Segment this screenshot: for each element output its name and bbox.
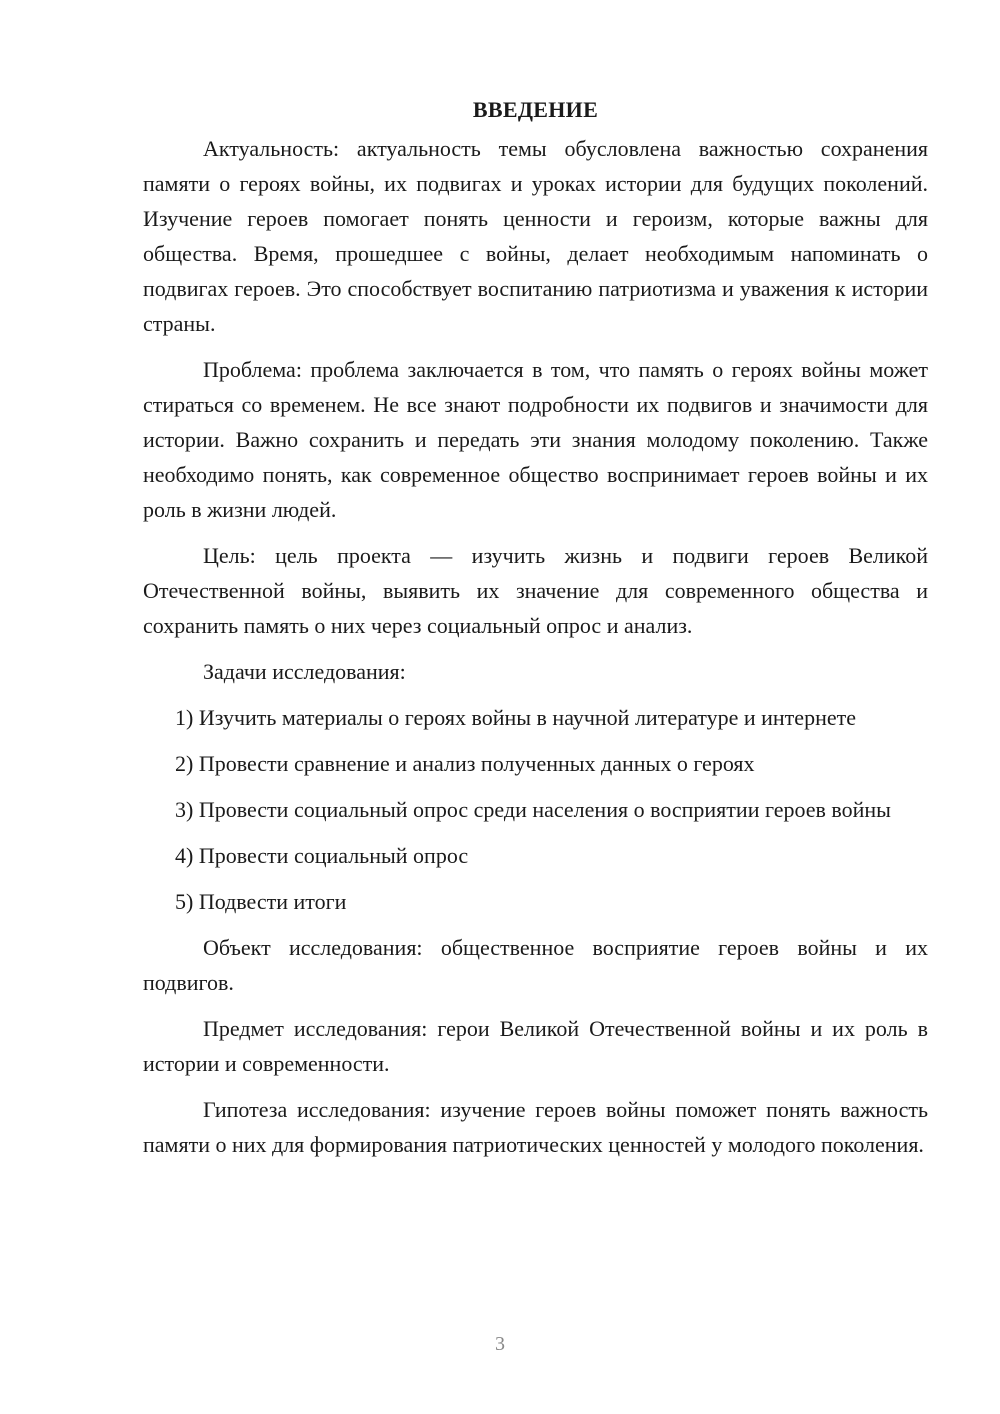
tasks-list (143, 700, 928, 919)
paragraph-subject: Предмет исследования: герои Великой Отечественной войны и их роль в истории и современности. (143, 1016, 928, 1076)
list-item: 4) Провести социальный опрос (175, 843, 469, 868)
paragraph-problem: Проблема: проблема заключается в том, что память о героях войны может стираться со временем. Не все знают подробности их подвигов и значимости для истории. Важно сохранить и передать эти знания молодому поколению. Также необходимо понять, как современное общество воспринимает героев войны и их роль в жизни людей. (143, 357, 928, 522)
page-number: 3 (495, 1333, 505, 1355)
paragraph-hypothesis: Гипотеза исследования: изучение героев войны поможет понять важность памяти о них для формирования патриотических ценностей у молодого поколения. (143, 1097, 928, 1157)
paragraph-object: Объект исследования: общественное восприятие героев войны и их подвигов. (143, 935, 928, 995)
document-page (143, 95, 928, 1173)
page-title: ВВЕДЕНИЕ (472, 97, 599, 122)
list-item: 5) Подвести итоги (175, 889, 347, 914)
list-item: 1) Изучить материалы о героях войны в научной литературе и интернете (175, 705, 856, 730)
list-item: 2) Провести сравнение и анализ полученных данных о героях (175, 751, 755, 776)
paragraph-goal: Цель: цель проекта — изучить жизнь и подвиги героев Великой Отечественной войны, выявить их значение для современного общества и сохранить память о них через социальный опрос и анализ. (143, 543, 928, 638)
paragraph-relevance: Актуальность: актуальность темы обусловлена важностью сохранения памяти о героях войны, их подвигах и уроках истории для будущих поколений. Изучение героев помогает понять ценности и героизм, которые важны для общества. Время, прошедшее с войны, делает необходимым напоминать о подвигах героев. Это способствует воспитанию патриотизма и уважения к истории страны. (143, 136, 928, 336)
list-item: 3) Провести социальный опрос среди населения о восприятии героев войны (175, 797, 891, 822)
tasks-heading: Задачи исследования: (203, 659, 406, 684)
